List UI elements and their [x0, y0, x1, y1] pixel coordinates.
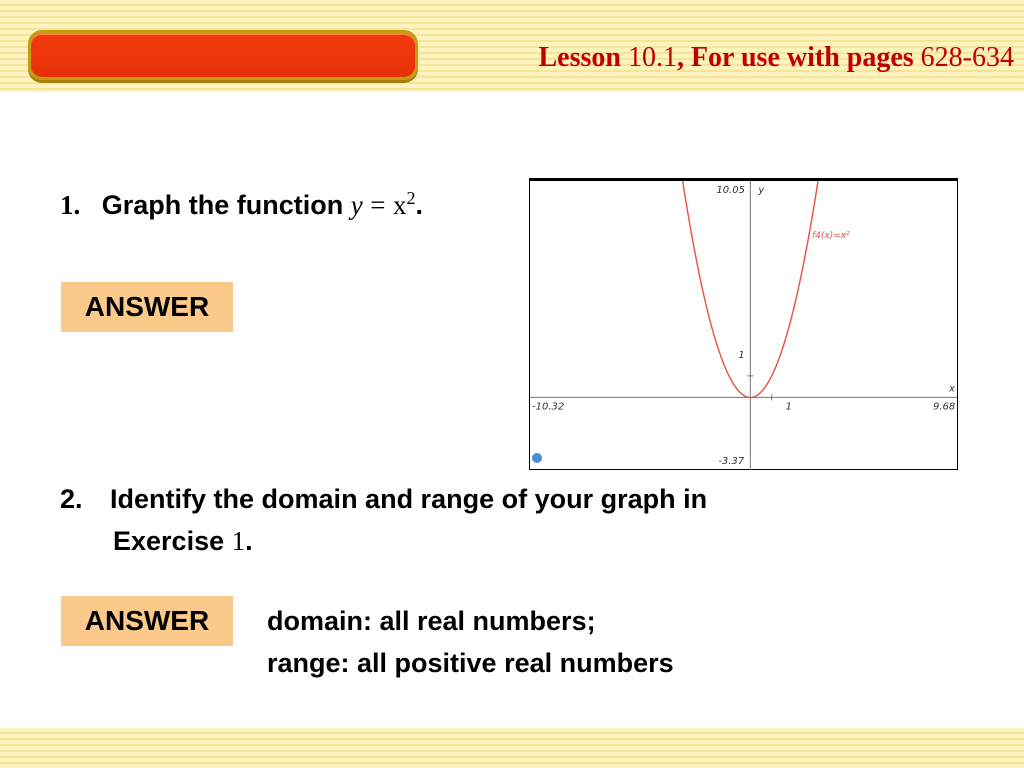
x-min-label: -10.32	[532, 401, 565, 413]
x-axis-label: x	[949, 383, 955, 395]
equation-base: x	[393, 190, 407, 220]
lesson-word: Lesson	[538, 42, 621, 73]
question-2-number: 2.	[60, 484, 83, 514]
x-tick-label: 1	[785, 401, 793, 413]
question-2-line1: Identify the domain and range of your graph in	[110, 484, 708, 514]
equation-exponent: 2	[406, 188, 416, 208]
header-pill-decoration	[28, 30, 418, 80]
question-2-line2: Exercise	[113, 526, 225, 556]
lesson-title	[538, 38, 1014, 78]
pages-text: , For use with pages	[676, 42, 914, 73]
answer-2-range: range: all positive real numbers	[267, 648, 674, 678]
function-graph	[529, 178, 958, 470]
question-1-number: 1.	[60, 190, 81, 220]
lesson-number: 10.1	[627, 42, 677, 73]
y-max-label: 10.05	[716, 185, 745, 196]
equation-variable: y	[350, 190, 363, 220]
y-tick-label: 1	[738, 349, 745, 361]
question-2-period: .	[245, 526, 253, 556]
graph-nav-icon	[532, 453, 542, 463]
question-2	[60, 478, 707, 562]
answer-2-badge: ANSWER	[61, 596, 233, 646]
footer-band	[0, 728, 1024, 768]
question-2-exercise-number: 1	[231, 526, 246, 556]
question-1-text: Graph the function	[101, 190, 344, 220]
question-1	[60, 188, 423, 221]
y-axis-label: y	[758, 185, 765, 196]
x-max-label: 9.68	[933, 401, 956, 413]
question-1-period: .	[415, 190, 424, 220]
answer-2-domain: domain: all real numbers;	[267, 606, 596, 636]
answer-2-text	[267, 600, 674, 684]
equation-sign: =	[370, 190, 386, 220]
function-label: f4(x)=x²	[812, 231, 850, 241]
graph-canvas	[530, 181, 957, 470]
pages-range: 628-634	[920, 42, 1014, 73]
answer-1-badge: ANSWER	[61, 282, 233, 332]
y-min-label: -3.37	[718, 456, 745, 467]
